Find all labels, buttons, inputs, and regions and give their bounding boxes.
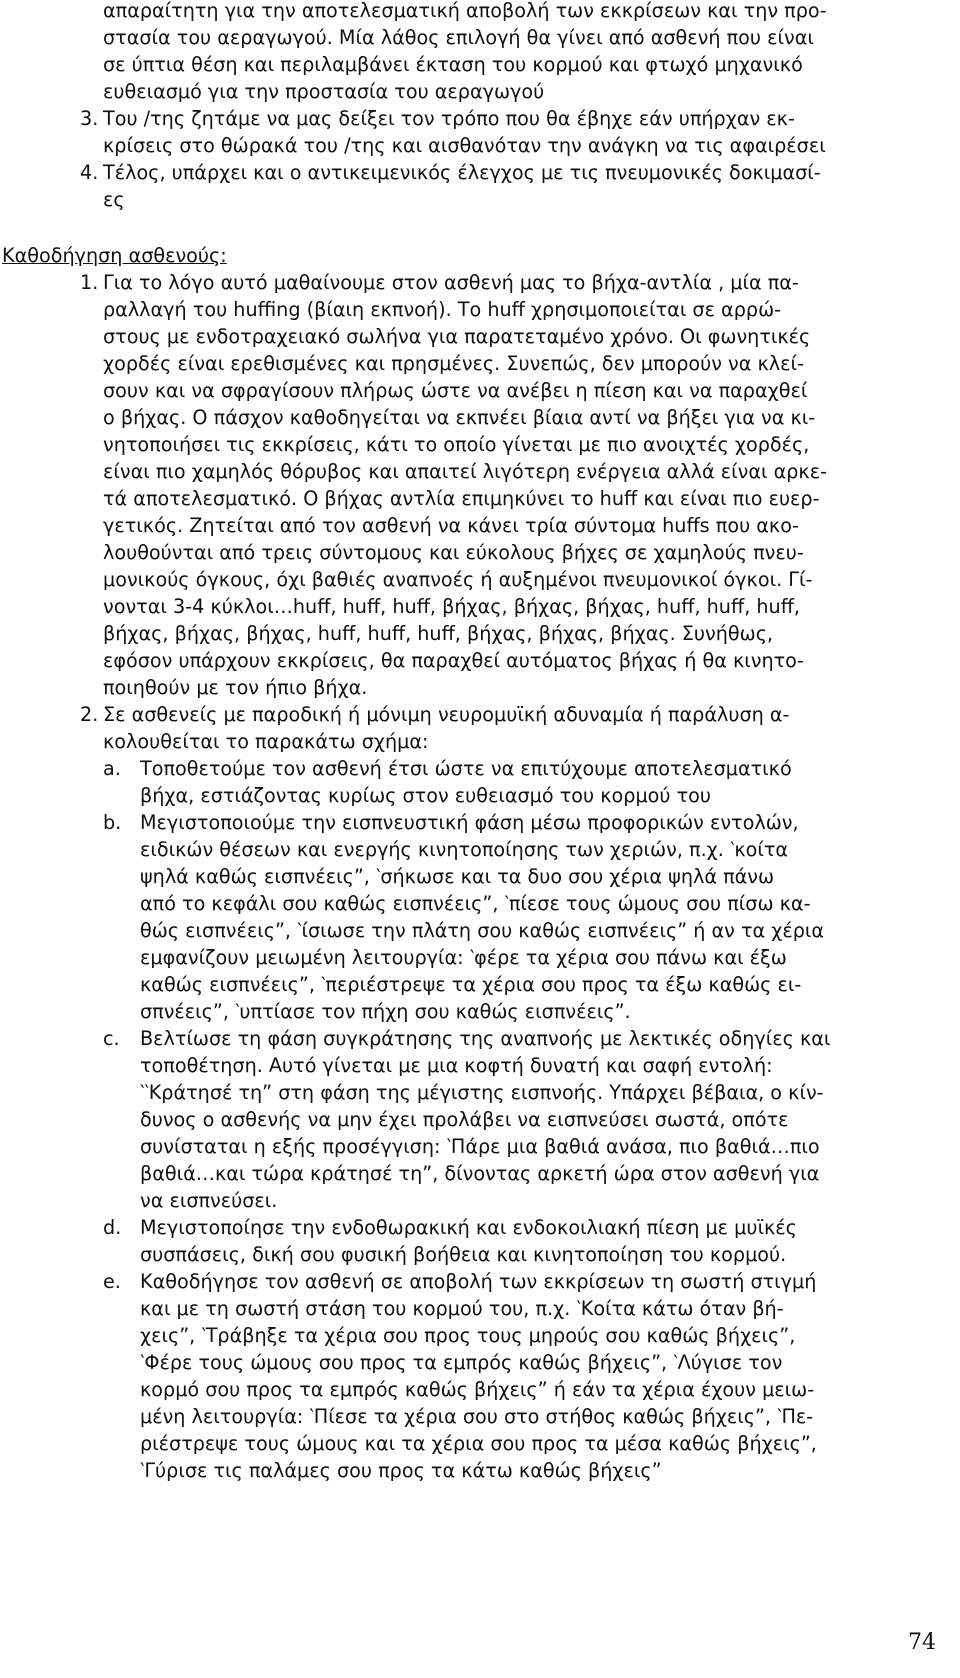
- text-line: εφόσον υπάρχουν εκκρίσεις, θα παραχθεί αυτόματος βήχας ή θα κινητο-: [103, 649, 804, 672]
- sub-list-marker: a.: [103, 757, 121, 780]
- text-line: ‵‵Κράτησέ τη” στη φάση της μέγιστης εισπνοής. Υπάρχει βέβαια, ο κίν-: [140, 1081, 824, 1104]
- sub-list-marker: d.: [103, 1216, 122, 1239]
- text-line: δυνος ο ασθενής να μην έχει προλάβει να εισπνεύσει σωστά, οπότε: [140, 1108, 789, 1131]
- text-line: στασία του αεραγωγού. Μία λάθος επιλογή θα γίνει από ασθενή που είναι: [103, 26, 814, 49]
- list-marker: 2.: [80, 703, 99, 726]
- text-line: ριέστρεψε τους ώμους και τα χέρια σου προς τα μέσα καθώς βήχεις”,: [140, 1432, 817, 1455]
- sub-list-marker: c.: [103, 1027, 120, 1050]
- text-line: νονται 3-4 κύκλοι…huff, huff, huff, βήχας, βήχας, βήχας, huff, huff, huff,: [103, 595, 801, 618]
- text-line: βαθιά…και τώρα κράτησέ τη”, δίνοντας αρκετή ώρα στον ασθενή για: [140, 1162, 820, 1185]
- text-line: από το κεφάλι σου καθώς εισπνέεις”, ‵πίεσε τους ώμους σου πίσω κα-: [140, 892, 811, 915]
- section-heading: Καθοδήγηση ασθενούς:: [2, 244, 227, 267]
- text-line: είναι πιο χαμηλός θόρυβος και απαιτεί λιγότερη ενέργεια αλλά είναι αρκε-: [103, 460, 828, 483]
- text-line: σε ύπτια θέση και περιλαμβάνει έκταση του κορμού και φτωχό μηχανικό: [103, 53, 803, 76]
- list-marker: 4.: [80, 161, 99, 184]
- text-line: καθώς εισπνέεις”, ‵περιέστρεψε τα χέρια σου προς τα έξω καθώς ει-: [140, 973, 802, 996]
- text-line: Σε ασθενείς με παροδική ή μόνιμη νευρομυϊκή αδυναμία ή παράλυση α-: [103, 703, 790, 726]
- text-line: κολουθείται το παρακάτω σχήμα:: [103, 730, 429, 753]
- text-line: Μεγιστοποιούμε την εισπνευστική φάση μέσω προφορικών εντολών,: [140, 811, 799, 834]
- text-line: κρίσεις στο θώρακά του /της και αισθανόταν την ανάγκη να τις αφαιρέσει: [103, 134, 826, 157]
- text-line: μονικούς όγκους, όχι βαθιές αναπνοές ή αυξημένοι πνευμονικοί όγκοι. Γί-: [103, 568, 813, 591]
- text-line: Τοποθετούμε τον ασθενή έτσι ώστε να επιτύχουμε αποτελεσματικό: [140, 757, 792, 780]
- text-line: λουθούνται από τρεις σύντομους και εύκολους βήχες σε χαμηλούς πνευ-: [103, 541, 804, 564]
- text-line: Για το λόγο αυτό μαθαίνουμε στον ασθενή μας το βήχα-αντλία , μία πα-: [103, 271, 799, 294]
- text-line: μένη λειτουργία: ‵Πίεσε τα χέρια σου στο στήθος καθώς βήχεις”, ‵Πε-: [140, 1405, 814, 1428]
- text-line: ευθειασμό για την προστασία του αεραγωγού: [103, 80, 545, 103]
- list-marker: 1.: [80, 271, 99, 294]
- text-line: νητοποιήσει τις εκκρίσεις, κάτι το οποίο γίνεται με πιο ανοιχτές χορδές,: [103, 433, 810, 456]
- text-line: απαραίτητη για την αποτελεσματική αποβολή των εκκρίσεων και την προ-: [103, 0, 827, 22]
- text-line: Του /της ζητάμε να μας δείξει τον τρόπο που θα έβηχε εάν υπήρχαν εκ-: [103, 107, 795, 130]
- text-line: ‵Γύρισε τις παλάμες σου προς τα κάτω καθώς βήχεις”: [140, 1459, 662, 1482]
- text-line: Μεγιστοποίησε την ενδοθωρακική και ενδοκοιλιακή πίεση με μυϊκές: [140, 1216, 797, 1239]
- text-line: βήχα, εστιάζοντας κυρίως στον ευθειασμό του κορμού του: [140, 784, 711, 807]
- text-line: συνίσταται η εξής προσέγγιση: ‵Πάρε μια βαθιά ανάσα, πιο βαθιά…πιο: [140, 1135, 820, 1158]
- text-line: γετικός. Ζητείται από τον ασθενή να κάνει τρία σύντομα huffs που ακο-: [103, 514, 799, 537]
- text-line: βήχας, βήχας, βήχας, huff, huff, huff, βήχας, βήχας, βήχας. Συνήθως,: [103, 622, 774, 645]
- text-line: σπνέεις”, ‵υπτίασε τον πήχη σου καθώς εισπνέεις”.: [140, 1000, 631, 1023]
- text-line: ο βήχας. Ο πάσχον καθοδηγείται να εκπνέει βίαια αντί να βήξει για να κι-: [103, 406, 816, 429]
- text-line: ραλλαγή του huffing (βίαιη εκπνοή). Το huff χρησιμοποιείται σε αρρώ-: [103, 298, 782, 321]
- text-line: εμφανίζουν μειωμένη λειτουργία: ‵φέρε τα χέρια σου πάνω και έξω: [140, 946, 787, 969]
- text-line: και με τη σωστή στάση του κορμού του, π.χ. ‵Κοίτα κάτω όταν βή-: [140, 1297, 784, 1320]
- text-line: ες: [103, 188, 125, 211]
- text-line: Καθοδήγησε τον ασθενή σε αποβολή των εκκρίσεων τη σωστή στιγμή: [140, 1270, 817, 1293]
- text-line: να εισπνεύσει.: [140, 1189, 278, 1212]
- text-line: τοποθέτηση. Αυτό γίνεται με μια κοφτή δυνατή και σαφή εντολή:: [140, 1054, 773, 1077]
- text-line: ‵Φέρε τους ώμους σου προς τα εμπρός καθώς βήχεις”, ‵Λύγισε τον: [140, 1351, 783, 1374]
- text-line: συσπάσεις, δική σου φυσική βοήθεια και κινητοποίηση του κορμού.: [140, 1243, 787, 1266]
- text-line: Τέλος, υπάρχει και ο αντικειμενικός έλεγχος με τις πνευμονικές δοκιμασί-: [103, 161, 821, 184]
- sub-list-marker: b.: [103, 811, 122, 834]
- text-line: ποιηθούν με τον ήπιο βήχα.: [103, 676, 368, 699]
- text-line: θώς εισπνέεις”, ‵ίσιωσε την πλάτη σου καθώς εισπνέεις” ή αν τα χέρια: [140, 919, 825, 942]
- list-marker: 3.: [80, 107, 99, 130]
- text-line: τά αποτελεσματικό. Ο βήχας αντλία επιμηκύνει το huff και είναι πιο ευερ-: [103, 487, 820, 510]
- text-line: χορδές είναι ερεθισμένες και πρησμένες. Συνεπώς, δεν μπορούν να κλεί-: [103, 352, 804, 375]
- text-line: κορμό σου προς τα εμπρός καθώς βήχεις” ή εάν τα χέρια έχουν μειω-: [140, 1378, 815, 1401]
- text-line: Βελτίωσε τη φάση συγκράτησης της αναπνοής με λεκτικές οδηγίες και: [140, 1027, 831, 1050]
- text-line: σουν και να σφραγίσουν πλήρως ώστε να ανέβει η πίεση και να παραχθεί: [103, 379, 808, 402]
- text-line: στους με ενδοτραχειακό σωλήνα για παρατεταμένο χρόνο. Οι φωνητικές: [103, 325, 811, 348]
- page-number: 74: [908, 1630, 936, 1655]
- sub-list-marker: e.: [103, 1270, 121, 1293]
- text-line: χεις”, ‵Τράβηξε τα χέρια σου προς τους μηρούς σου καθώς βήχεις”,: [140, 1324, 796, 1347]
- text-line: ειδικών θέσεων και ενεργής κινητοποίησης των χεριών, π.χ. ‵κοίτα: [140, 838, 789, 861]
- text-line: ψηλά καθώς εισπνέεις”, ‵σήκωσε και τα δυο σου χέρια ψηλά πάνω: [140, 865, 775, 888]
